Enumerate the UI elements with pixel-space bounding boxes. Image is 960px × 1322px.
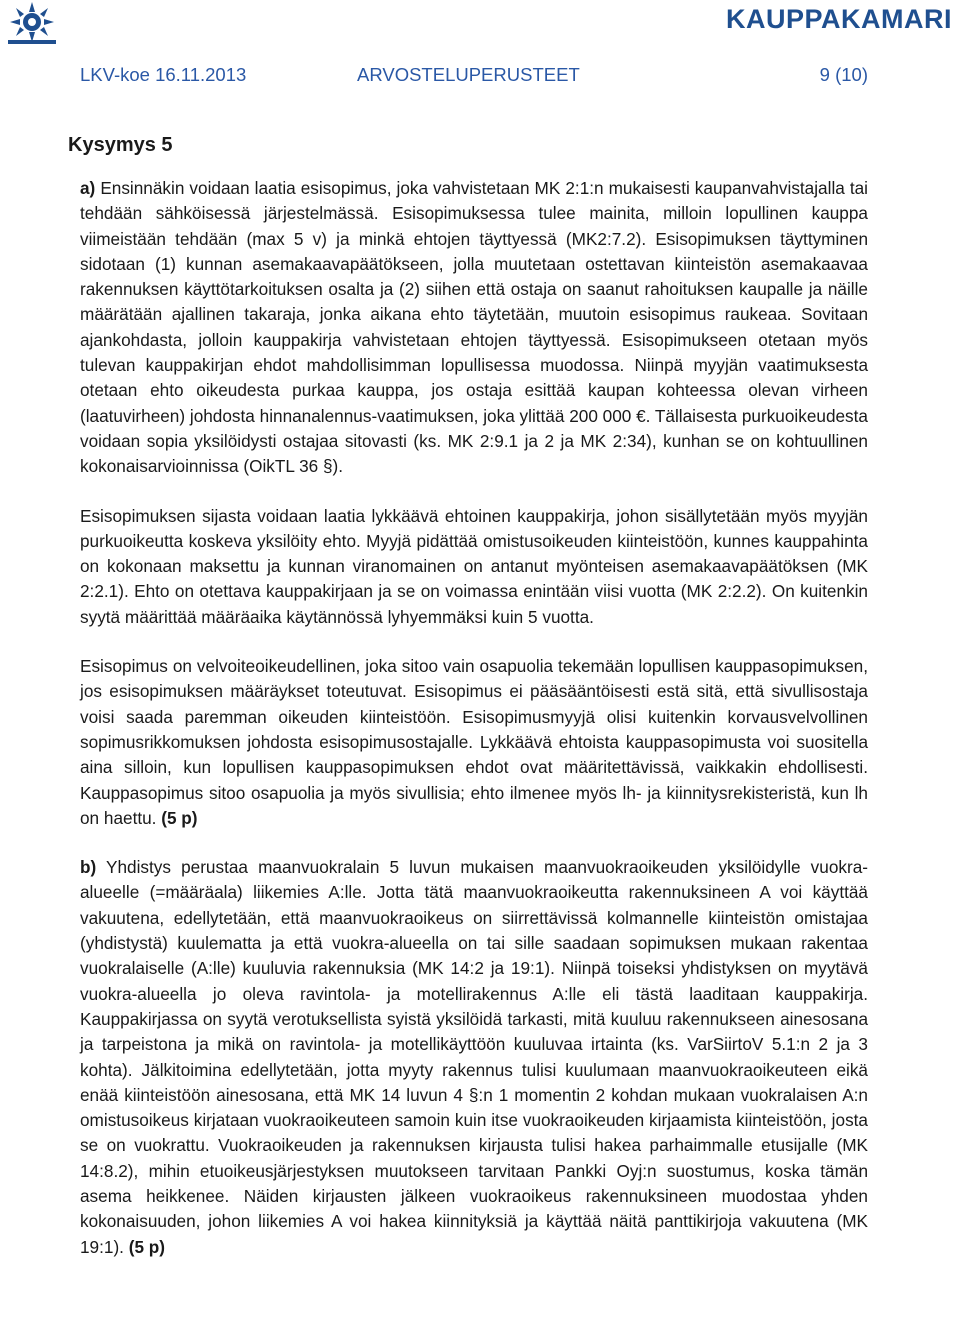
part-b-label: b) <box>80 857 97 878</box>
paragraph-a <box>80 176 868 480</box>
paragraph-2-text: Esisopimuksen sijasta voidaan laatia lykkäävä ehtoinen kauppakirja, johon sisällytetään myös myyjän purkuoikeutta koskeva yksilöity ehto. Myyjä pidättää omistusoikeuden kiinteistöön, kunnes kauppahinta on kokonaan maksettu ja kunnan viranomainen on antanut myönteisen asemakaavapäätöksen (MK 2:2.1). Ehto on otettava kauppakirjaan ja se on voimassa enintään viisi vuotta (MK 2:2.2). On kuitenkin syytä määrittää määräaika käytännössä lyhyemmäksi kuin 5 vuotta. <box>80 505 868 627</box>
paragraph-3 <box>80 654 868 831</box>
paragraph-a-text: Ensinnäkin voidaan laatia esisopimus, joka vahvistetaan MK 2:1:n mukaisesti kaupanvahvistajalla tai tehdään sähköisessä järjestelmässä. Esisopimuksessa tulee mainita, milloin lopullinen kauppa viimeistään tehdään (max 5 v) ja minkä ehtojen täyttyessä (MK2:7.2). Esisopimuksen täyttyminen sidotaan (1) kunnan asemakaavapäätökseen, jolla muutetaan ostettavan kiinteistön asemakaavaa rakennuksen käyttötarkoituksen osalta ja (2) siihen että ostaja on saanut rahoituksen kaupalle ja näille määrätään ajallinen takaraja, jonka aikana ehto täytetään, muutoin esisopimus raukeaa. Sovitaan ajankohdasta, jolloin kauppakirja vahvistetaan ehtojen täyttyessä. Esisopimukseen otetaan myös tulevan kauppakirjan ehdot mahdollisimman lopullisessa muodossa. Niinpä myyjän vaatimuksesta otetaan ehto oikeudesta purkaa kauppa, jos ostaja esittää kaupan kohteessa olevan virheen (laatuvirheen) johdosta hinnanalennus-vaatimuksen, joka ylittää 200 000 €. Tällaisesta purkuoikeudesta voidaan sopia yksilöidysti ostajaa sitovasti (ks. MK 2:9.1 ja 2 ja MK 2:34), kunhan se on kohtuullinen kokonaisarvioinnissa (OikTL 36 §). <box>80 178 868 477</box>
answer-body <box>80 176 868 1284</box>
paragraph-b-points: (5 p) <box>128 1236 166 1257</box>
page-header <box>80 64 868 92</box>
paragraph-2 <box>80 504 868 630</box>
header-title: ARVOSTELUPERUSTEET <box>357 64 580 85</box>
paragraph-3-text: Esisopimus on velvoiteoikeudellinen, joka sitoo vain osapuolia tekemään lopullisen kauppasopimuksen, jos esisopimuksen määräykset toteutuvat. Esisopimus ei pääsääntöisesti estä sitä, että sivullisostaja voisi saada paremman oikeuden kiinteistöön. Esisopimusmyyjä olisi kuitenkin korvausvelvollinen sopimusrikkomuksen johdosta esisopimusostajalle. Lykkäävä ehtoista kauppasopimusta voi suositella aina silloin, kun lopullisen kauppasopimuksen ehdot ovat määritettävissä, vaikkakin ehdollisesti. Kauppasopimus sitoo osapuolia ja myös sivullisia; ehto ilmenee myös lh- ja kiinnitysrekisteristä, kun lh on haettu. <box>80 656 868 828</box>
kauppakamari-logo-text: KAUPPAKAMARI <box>726 4 952 34</box>
header-exam-date: LKV-koe 16.11.2013 <box>80 64 247 85</box>
kauppakamari-emblem-icon <box>4 0 60 48</box>
paragraph-b <box>80 855 868 1260</box>
part-a-label: a) <box>80 178 96 198</box>
paragraph-3-points: (5 p) <box>161 807 198 828</box>
question-title: Kysymys 5 <box>68 134 173 156</box>
header-page-number: 9 (10) <box>819 64 868 85</box>
paragraph-b-text: Yhdistys perustaa maanvuokralain 5 luvun mukaisen maanvuokraoikeuden yksilöidylle vuokra-alueelle (=määräala) liikemies A:lle. Jotta tätä maanvuokraoikeutta rakennuksineen A voi käyttää vakuutena, edellytetään, että maanvuokraoikeus on siirrettävissä kolmannelle kiinteistön omistajaa (yhdistystä) kuulematta ja että vuokra-alueella on tai sille saadaan sopimuksen mukaan rakentaa vuokralaiselle (A:lle) kuuluvia rakennuksia (MK 14:2 ja 19:1). Niinpä toiseksi yhdistyksen on myytävä vuokra-alueella jo oleva ravintola- ja motellirakennus A:lle eli tästä laaditaan kauppakirja. Kauppakirjassa on syytä verotuksellista syistä yksilöidä tarkasti, mitä kuuluu rakennukseen ainesosana ja tarpeistona ja mikä on ravintola- ja motellikäyttöön kuuluvaa irtainta (ks. VarSiirtoV 5.1:n 2 ja 3 kohta). Jälkitoimina edellytetään, jotta myyty rakennus tulisi kuulumaan maanvuokraoikeuteen eikä enää kiinteistöön ainesosana, että MK 14 luvun 4 §:n 1 momentin 2 kohdan mukaan vuokralaisen A:n omistusoikeus kirjataan vuokraoikeuteen samoin kuin itse vuokraoikeuden kirjaamista kiinteistöön, josta se on vuokrattu. Vuokraoikeuden ja rakennuksen kirjausta tulisi hakea parhaimmalle etusijalle (MK 14:8.2), mihin etuoikeusjärjestyksen muutokseen tarvitaan Pankki Oyj:n suostumus, koska tämän asema heikkenee. Näiden kirjausten jälkeen vuokraoikeus rakennuksineen muodostaa yhden kokonaisuuden, johon liikemies A voi hakea kiinnityksiä ja käyttää näitä panttikirjoja vakuutena (MK 19:1). <box>80 857 868 1257</box>
